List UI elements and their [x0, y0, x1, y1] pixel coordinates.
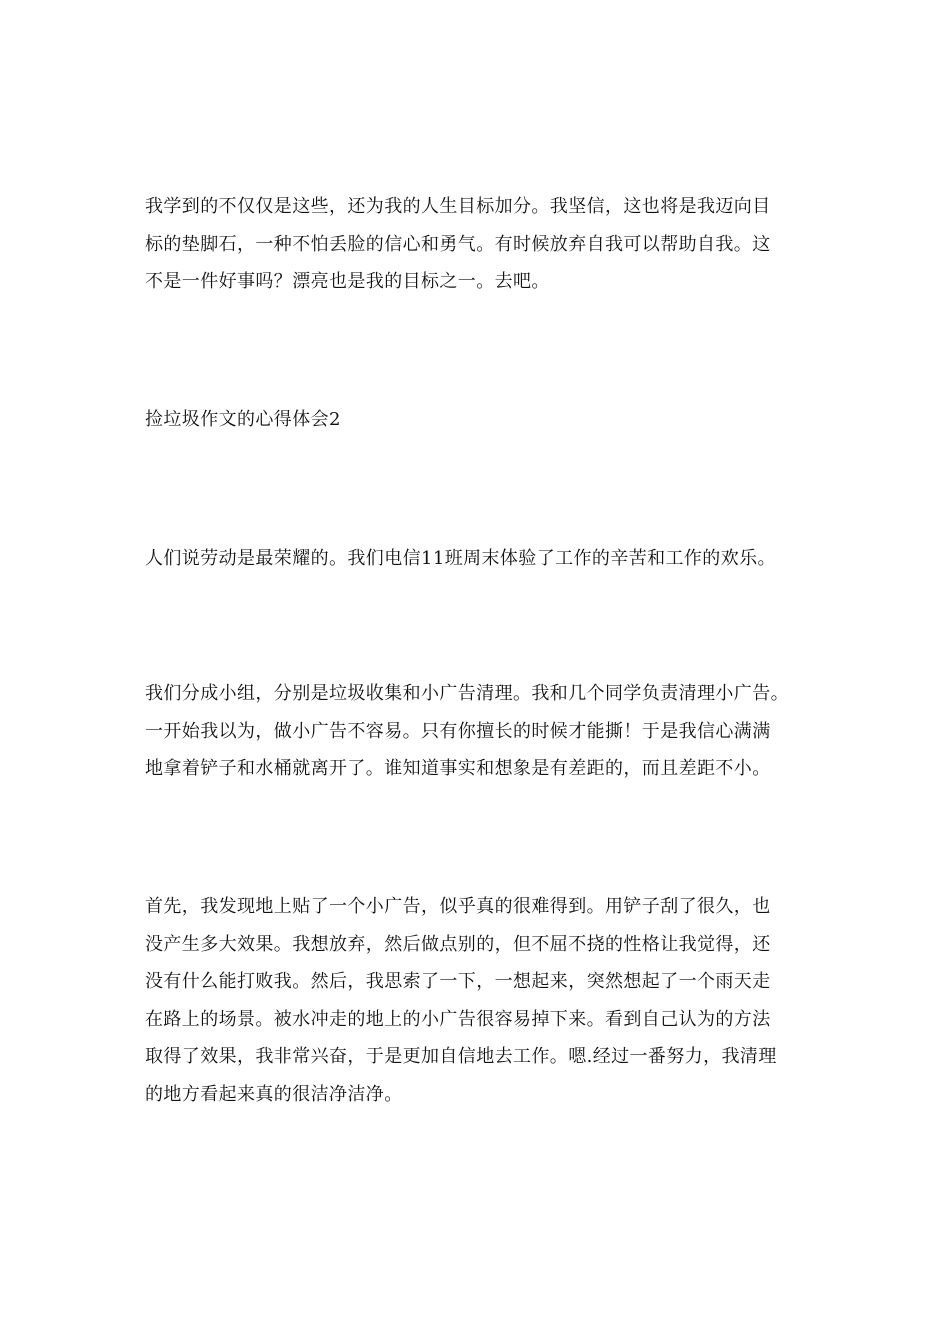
paragraph-intro [145, 540, 810, 578]
text-line: 没有什么能打败我。然后，我思索了一下，一想起来，突然想起了一个雨天走 [145, 971, 771, 992]
paragraph-experience [145, 888, 810, 1113]
text-line: 地拿着铲子和水桶就离开了。谁知道事实和想象是有差距的，而且差距不小。 [145, 758, 771, 779]
heading-text: 捡垃圾作文的心得体会2 [145, 409, 341, 430]
text-line: 标的垫脚石，一种不怕丢脸的信心和勇气。有时候放弃自我可以帮助自我。这 [145, 233, 771, 255]
paragraph-groups [145, 675, 810, 788]
text-line: 人们说劳动是最荣耀的。我们电信11班周末体验了工作的辛苦和工作的欢乐。 [145, 548, 776, 569]
text-line: 我学到的不仅仅是这些，还为我的人生目标加分。我坚信，这也将是我迈向目 [145, 196, 771, 217]
text-line: 在路上的场景。被水冲走的地上的小广告很容易掉下来。看到自己认为的方法 [145, 1008, 771, 1030]
text-line: 不是一件好事吗？漂亮也是我的目标之一。去吧。 [145, 271, 550, 292]
paragraph-reflection [145, 188, 810, 301]
text-line: 没产生多大效果。我想放弃，然后做点别的，但不屈不挠的性格让我觉得，还 [145, 933, 771, 955]
section-heading [145, 401, 810, 439]
text-line: 的地方看起来真的很洁净洁净。 [145, 1083, 403, 1105]
text-line: 首先，我发现地上贴了一个小广告，似乎真的很难得到。用铲子刮了很久，也 [145, 896, 771, 917]
text-line: 我们分成小组，分别是垃圾收集和小广告清理。我和几个同学负责清理小广告。 [145, 683, 789, 704]
text-line: 一开始我以为，做小广告不容易。只有你擅长的时候才能撕！于是我信心满满 [145, 720, 771, 742]
text-line: 取得了效果，我非常兴奋，于是更加自信地去工作。嗯.经过一番努力，我清理 [145, 1046, 777, 1067]
